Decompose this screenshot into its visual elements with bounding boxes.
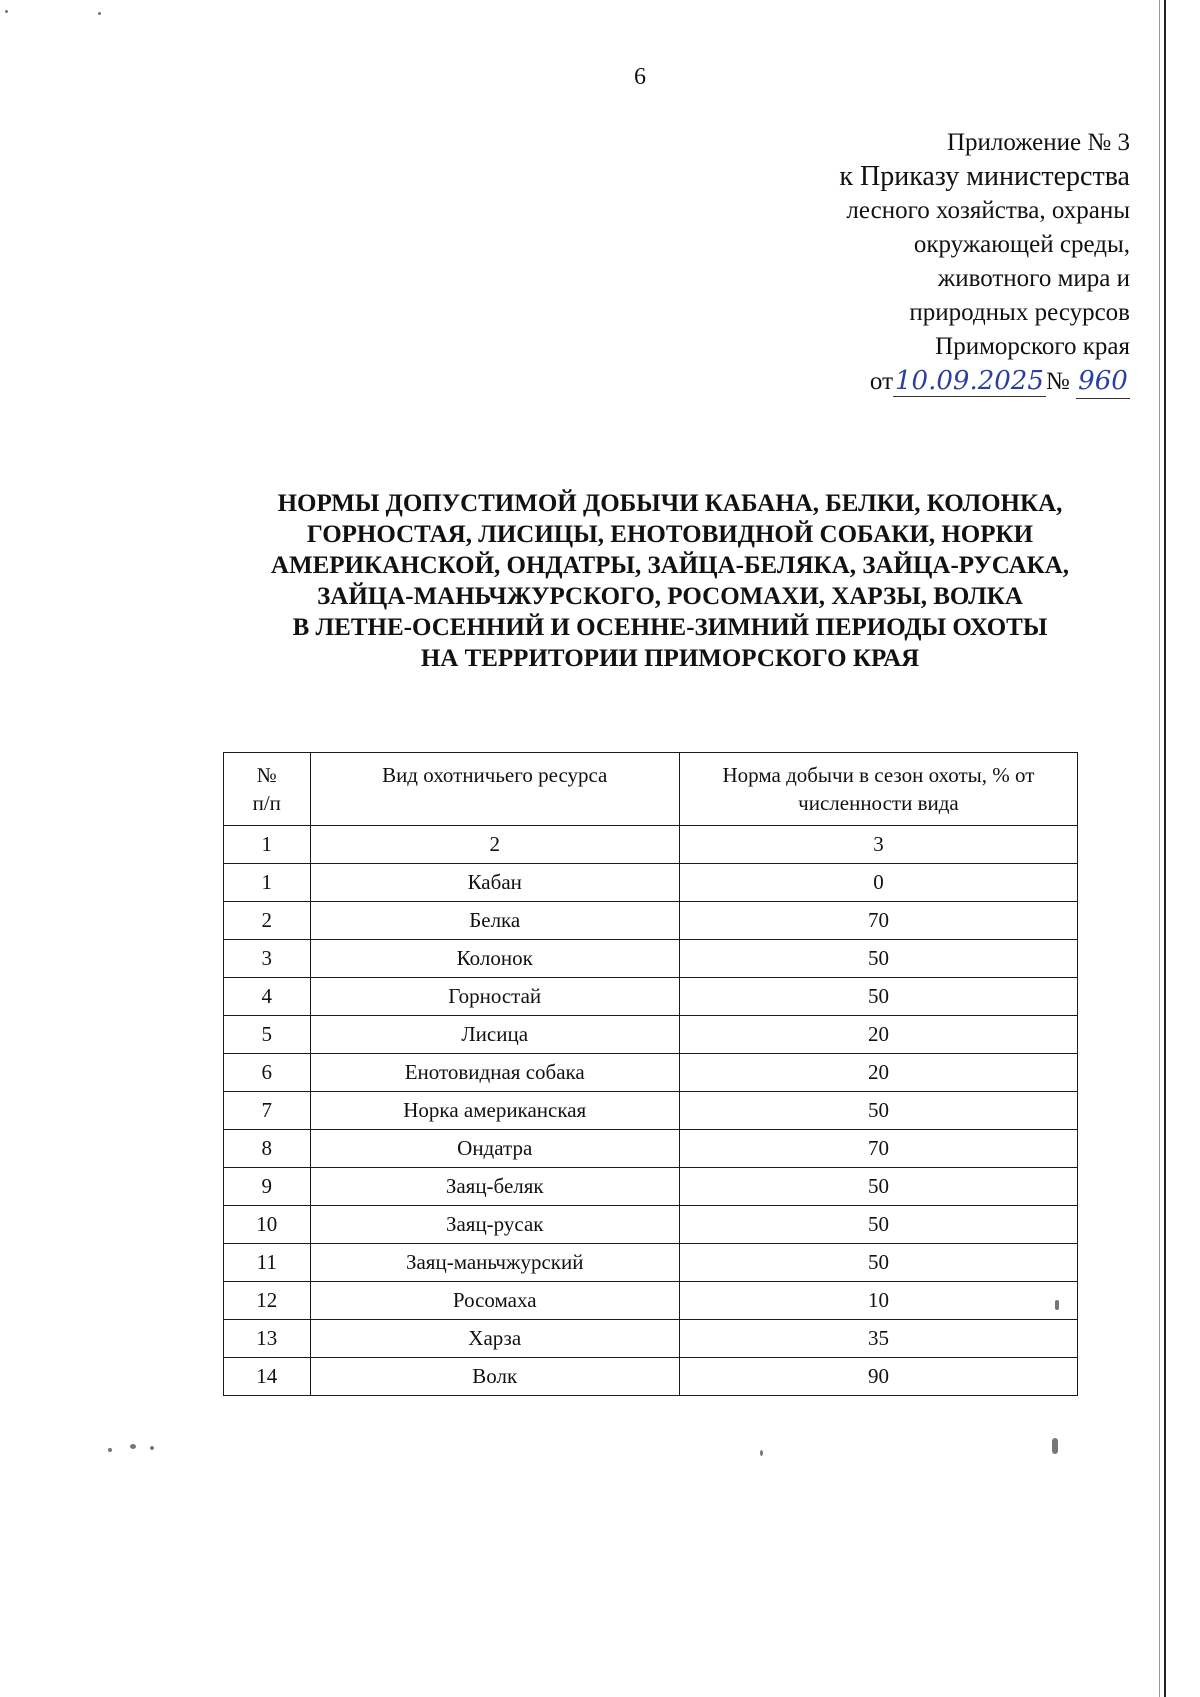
row-number-cell: 14 (224, 1358, 311, 1396)
species-cell: Енотовидная собака (310, 1054, 679, 1092)
scan-speck (108, 1448, 112, 1452)
table-row (224, 1016, 1078, 1054)
header-norm-line1: Норма добычи в сезон охоты, % от (722, 763, 1035, 787)
table-index-row (224, 826, 1078, 864)
species-cell: Росомаха (310, 1282, 679, 1320)
appendix-header (710, 126, 1130, 399)
appendix-line: к Приказу министерства (839, 161, 1130, 192)
row-number-cell: 5 (224, 1016, 311, 1054)
header-species: Вид охотничьего ресурса (310, 753, 679, 826)
norm-cell: 50 (679, 1092, 1077, 1130)
norm-cell: 20 (679, 1054, 1077, 1092)
species-cell: Ондатра (310, 1130, 679, 1168)
title-line: ЗАЙЦА-МАНЬЧЖУРСКОГО, РОСОМАХИ, ХАРЗЫ, ВОЛКА (317, 583, 1023, 610)
table-row (224, 902, 1078, 940)
species-cell: Белка (310, 902, 679, 940)
scan-speck (98, 12, 101, 15)
header-norm-line2: численности вида (798, 791, 959, 815)
row-number-cell: 4 (224, 978, 311, 1016)
index-cell: 3 (679, 826, 1077, 864)
table-row (224, 1130, 1078, 1168)
handwritten-date: 10.09.2025 (895, 366, 1044, 396)
number-label: № (1045, 368, 1070, 395)
table-row (224, 1320, 1078, 1358)
title-line: НА ТЕРРИТОРИИ ПРИМОРСКОГО КРАЯ (420, 645, 920, 672)
appendix-line: лесного хозяйства, охраны (846, 197, 1130, 224)
title-line: НОРМЫ ДОПУСТИМОЙ ДОБЫЧИ КАБАНА, БЕЛКИ, КОЛОНКА, (277, 490, 1063, 517)
header-norm (679, 753, 1077, 826)
row-number-cell: 7 (224, 1092, 311, 1130)
species-cell: Горностай (310, 978, 679, 1016)
norm-cell: 70 (679, 1130, 1077, 1168)
header-number-line2: п/п (252, 791, 281, 815)
row-number-cell: 8 (224, 1130, 311, 1168)
row-number-cell: 9 (224, 1168, 311, 1206)
row-number-cell: 11 (224, 1244, 311, 1282)
norm-cell: 50 (679, 1206, 1077, 1244)
table-row (224, 864, 1078, 902)
appendix-line: животного мира и (937, 265, 1130, 292)
order-date-line (710, 364, 1130, 399)
species-cell: Кабан (310, 864, 679, 902)
norm-cell: 10 (679, 1282, 1077, 1320)
scan-speck (760, 1450, 763, 1456)
date-prefix: от (869, 368, 894, 395)
species-cell: Заяц-маньчжурский (310, 1244, 679, 1282)
species-cell: Заяц-русак (310, 1206, 679, 1244)
appendix-line: окружающей среды, (913, 231, 1130, 258)
index-cell: 2 (310, 826, 679, 864)
table-row (224, 1358, 1078, 1396)
table-row (224, 940, 1078, 978)
title-line: АМЕРИКАНСКОЙ, ОНДАТРЫ, ЗАЙЦА-БЕЛЯКА, ЗАЙЦА-РУСАКА, (270, 552, 1070, 579)
handwritten-order-number: 960 (1076, 364, 1130, 399)
table-row (224, 1092, 1078, 1130)
row-number-cell: 2 (224, 902, 311, 940)
row-number-cell: 3 (224, 940, 311, 978)
appendix-line: природных ресурсов (909, 299, 1130, 326)
title-line: В ЛЕТНЕ-ОСЕННИЙ И ОСЕННЕ-ЗИМНИЙ ПЕРИОДЫ ОХОТЫ (292, 614, 1048, 641)
table-row (224, 1244, 1078, 1282)
norm-cell: 20 (679, 1016, 1077, 1054)
norm-cell: 50 (679, 1244, 1077, 1282)
title-line: ГОРНОСТАЯ, ЛИСИЦЫ, ЕНОТОВИДНОЙ СОБАКИ, НОРКИ (306, 521, 1034, 548)
species-cell: Колонок (310, 940, 679, 978)
table-body (224, 864, 1078, 1396)
norm-cell: 50 (679, 1168, 1077, 1206)
header-number-line1: № (256, 763, 277, 787)
header-number (224, 753, 311, 826)
table-row (224, 1206, 1078, 1244)
scan-edge-line-inner (1159, 0, 1160, 1697)
norm-cell: 50 (679, 940, 1077, 978)
norm-cell: 70 (679, 902, 1077, 940)
appendix-line: Приморского края (935, 333, 1130, 360)
table-row (224, 978, 1078, 1016)
document-title (180, 488, 1160, 674)
hunting-norms-table (223, 752, 1078, 1396)
row-number-cell: 6 (224, 1054, 311, 1092)
row-number-cell: 12 (224, 1282, 311, 1320)
appendix-line: Приложение № 3 (946, 129, 1130, 156)
species-cell: Заяц-беляк (310, 1168, 679, 1206)
index-cell: 1 (224, 826, 311, 864)
page-number: 6 (634, 64, 646, 90)
norm-cell: 50 (679, 978, 1077, 1016)
species-cell: Лисица (310, 1016, 679, 1054)
norm-cell: 35 (679, 1320, 1077, 1358)
table-row (224, 1054, 1078, 1092)
species-cell: Волк (310, 1358, 679, 1396)
row-number-cell: 13 (224, 1320, 311, 1358)
table-header-row (224, 753, 1078, 826)
table-row (224, 1282, 1078, 1320)
norm-cell: 0 (679, 864, 1077, 902)
scan-speck (5, 10, 8, 13)
row-number-cell: 10 (224, 1206, 311, 1244)
scan-speck (130, 1444, 136, 1449)
table-row (224, 1168, 1078, 1206)
scan-edge-line (1164, 0, 1166, 1697)
scan-speck (150, 1446, 154, 1450)
species-cell: Харза (310, 1320, 679, 1358)
row-number-cell: 1 (224, 864, 311, 902)
scan-speck (1052, 1438, 1058, 1454)
species-cell: Норка американская (310, 1092, 679, 1130)
norm-cell: 90 (679, 1358, 1077, 1396)
scan-speck (1055, 1300, 1059, 1310)
